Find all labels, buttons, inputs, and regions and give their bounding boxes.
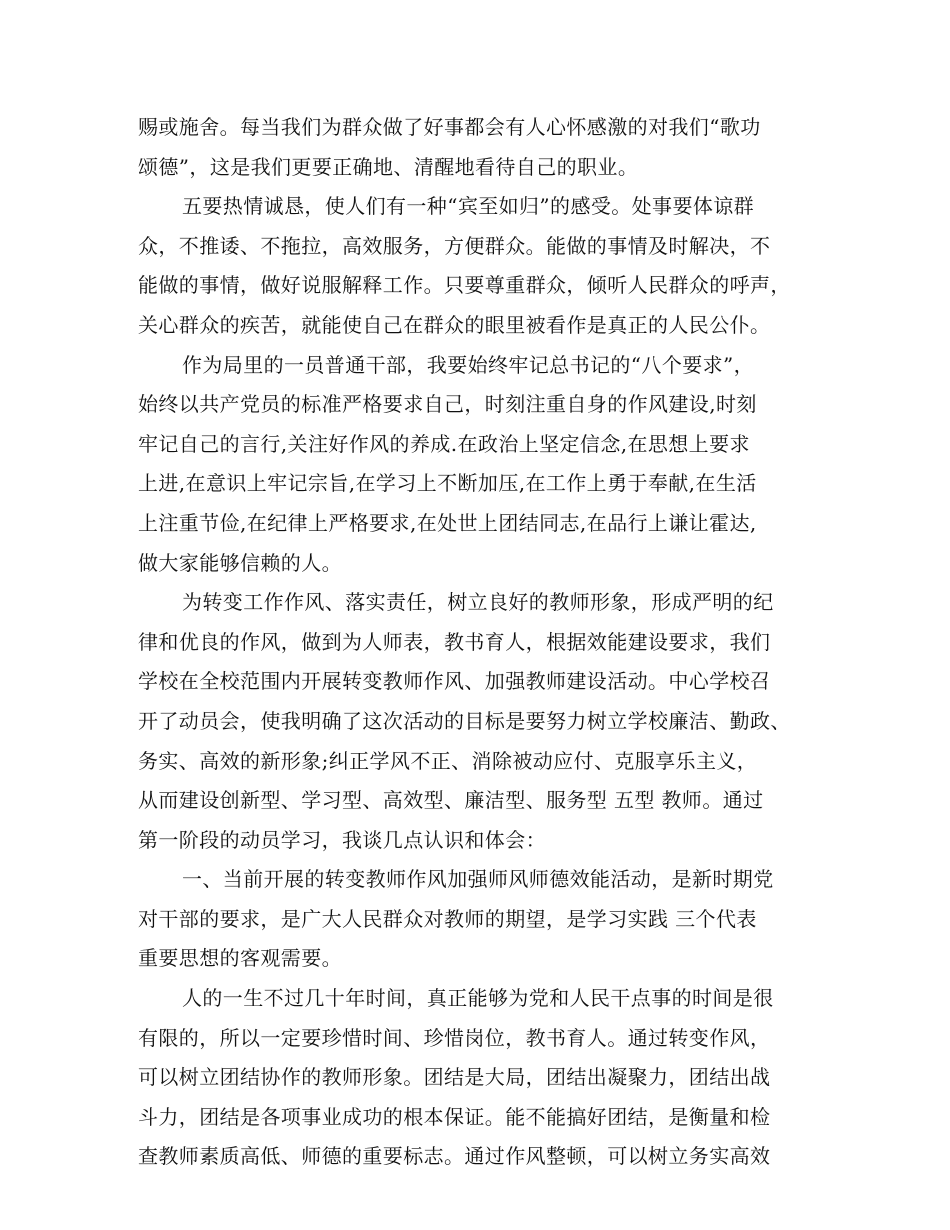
text-line: 从而建设创新型、学习型、高效型、廉洁型、服务型 五型 教师。通过 <box>138 788 764 813</box>
text-line: 查教师素质高低、师德的重要标志。通过作风整顿，可以树立务实高效 <box>138 1144 771 1169</box>
text-line: 开了动员会，使我明确了这次活动的目标是要努力树立学校廉洁、勤政、 <box>138 708 791 733</box>
text-line: 一、当前开展的转变教师作风加强师风师德效能活动，是新时期党 <box>182 867 774 892</box>
text-line: 律和优良的作风，做到为人师表，教书育人，根据效能建设要求，我们 <box>138 629 771 654</box>
text-line: 斗力，团结是各项事业成功的根本保证。能不能搞好团结，是衡量和检 <box>138 1104 771 1129</box>
text-line: 有限的，所以一定要珍惜时间、珍惜岗位，教书育人。通过转变作风， <box>138 1025 771 1050</box>
text-line: 对干部的要求，是广大人民群众对教师的期望，是学习实践 三个代表 <box>138 906 757 931</box>
text-line: 关心群众的疾苦，就能使自己在群众的眼里被看作是真正的人民公仆。 <box>138 312 771 337</box>
text-line: 众，不推诿、不拖拉，高效服务，方便群众。能做的事情及时解决，不 <box>138 233 771 258</box>
text-line: 做大家能够信赖的人。 <box>138 550 342 575</box>
text-line: 牢记自己的言行,关注好作风的养成.在政治上坚定信念,在思想上要求 <box>138 431 750 456</box>
text-line: 赐或施舍。每当我们为群众做了好事都会有人心怀感激的对我们“歌功 <box>138 115 761 139</box>
text-line: 上注重节俭,在纪律上严格要求,在处世上团结同志,在品行上谦让霍达, <box>138 510 757 535</box>
text-line: 可以树立团结协作的教师形象。团结是大局，团结出凝聚力，团结出战 <box>138 1065 771 1090</box>
text-line: 第一阶段的动员学习，我谈几点认识和体会： <box>138 827 546 852</box>
text-line: 上进,在意识上牢记宗旨,在学习上不断加压,在工作上勇于奉献,在生活 <box>138 471 757 496</box>
text-line: 五要热情诚恳，使人们有一种“宾至如归”的感受。处事要体谅群 <box>182 194 755 219</box>
document-body <box>138 108 838 1177</box>
text-line: 务实、高效的新形象;纠正学风不正、消除被动应付、克服享乐主义， <box>138 748 758 773</box>
text-line: 人的一生不过几十年时间，真正能够为党和人民干点事的时间是很 <box>182 986 774 1011</box>
text-line: 学校在全校范围内开展转变教师作风、加强教师建设活动。中心学校召 <box>138 669 771 694</box>
text-line: 能做的事情，做好说服解释工作。只要尊重群众，倾听人民群众的呼声， <box>138 273 791 298</box>
text-line: 颂德”，这是我们更要正确地、清醒地看待自己的职业。 <box>138 154 639 179</box>
text-line: 为转变工作作风、落实责任，树立良好的教师形象，形成严明的纪 <box>182 590 774 615</box>
text-line: 作为局里的一员普通干部，我要始终牢记总书记的“八个要求”， <box>182 352 755 377</box>
text-line: 重要思想的客观需要。 <box>138 946 342 971</box>
text-line: 始终以共产党员的标准严格要求自己，时刻注重自身的作风建设,时刻 <box>138 392 757 417</box>
